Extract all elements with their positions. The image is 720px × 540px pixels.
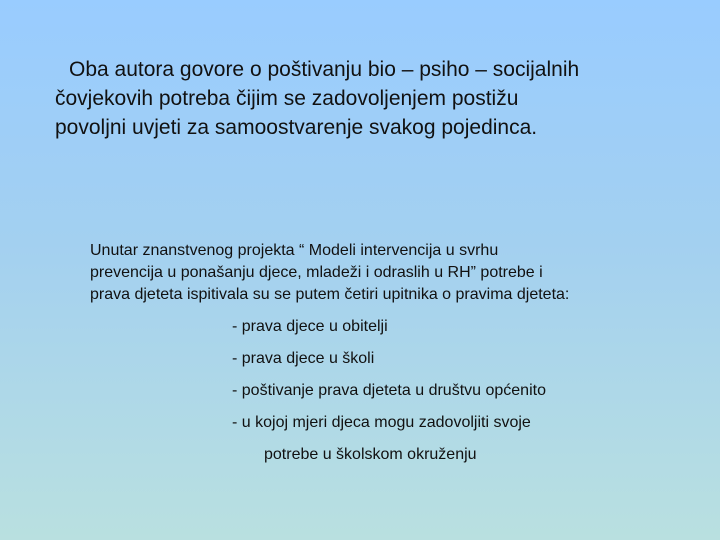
list-item: - poštivanje prava djeteta u društvu općenito xyxy=(232,382,546,399)
intro-line: povoljni uvjeti za samoostvarenje svakog pojedinca. xyxy=(55,116,538,139)
list-item: - prava djece u školi xyxy=(232,350,375,367)
project-line: Unutar znanstvenog projekta “ Modeli intervencija u svrhu xyxy=(90,242,499,259)
list-item: - u kojoj mjeri djeca mogu zadovoljiti svoje xyxy=(232,414,531,431)
intro-line: čovjekovih potreba čijim se zadovoljenjem postižu xyxy=(55,87,519,110)
project-line: prava djeteta ispitivala su se putem četiri upitnika o pravima djeteta: xyxy=(90,286,570,303)
list-item: - prava djece u obitelji xyxy=(232,318,388,335)
intro-paragraph xyxy=(55,55,695,142)
project-paragraph xyxy=(90,240,690,306)
intro-line: Oba autora govore o poštivanju bio – psiho – socijalnih xyxy=(69,58,580,81)
rights-list xyxy=(232,316,692,476)
list-item-continuation: potrebe u školskom okruženju xyxy=(264,446,477,463)
project-line: prevencija u ponašanju djece, mladeži i odraslih u RH” potrebe i xyxy=(90,264,543,281)
